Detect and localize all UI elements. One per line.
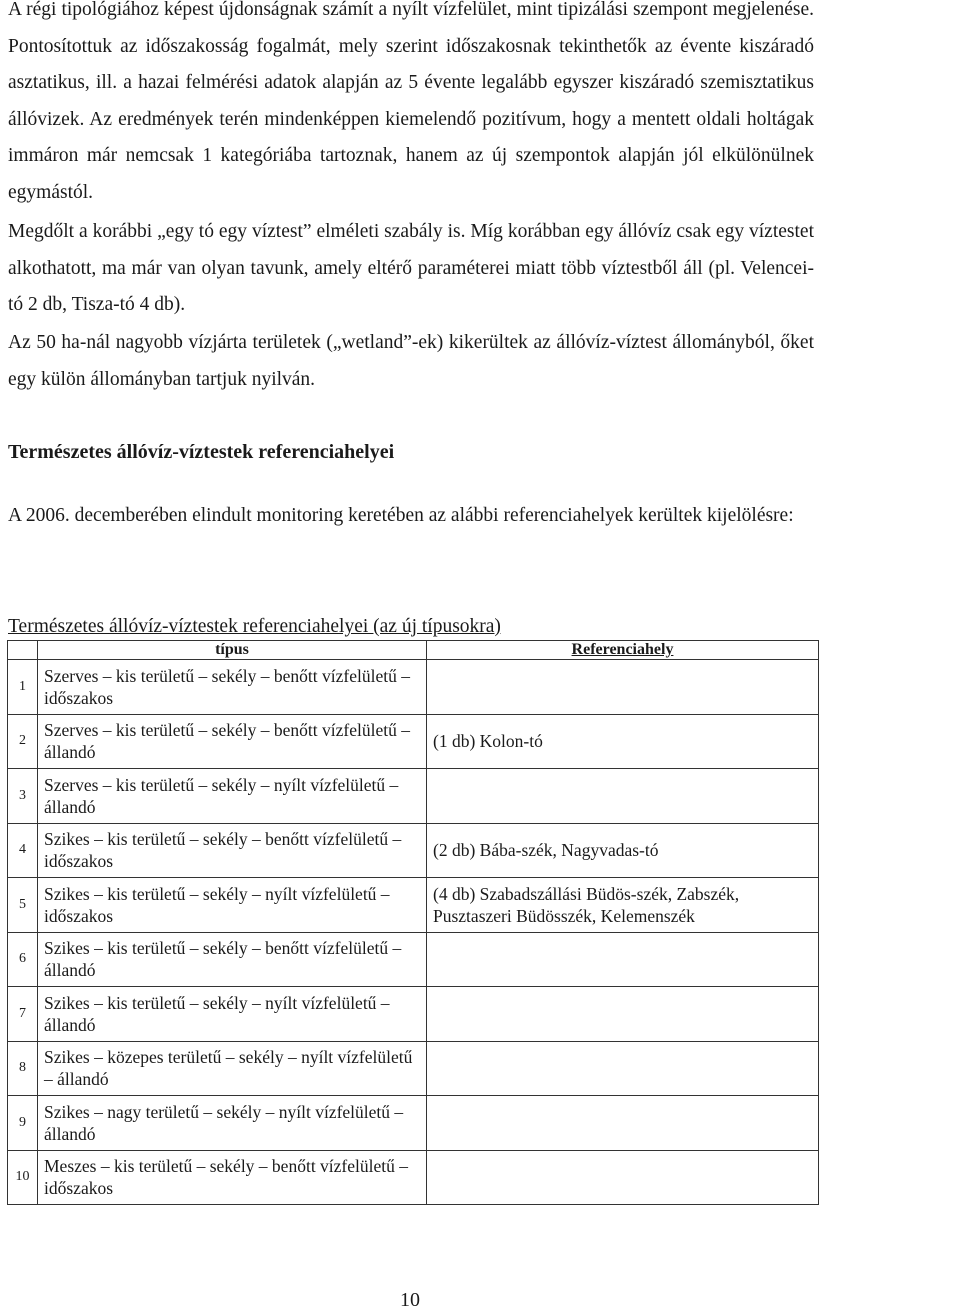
row-type: Szikes – nagy területű – sekély – nyílt vízfelületű – állandó bbox=[38, 1096, 427, 1151]
header-type: típus bbox=[38, 641, 427, 660]
reference-sites-table bbox=[7, 640, 819, 1205]
row-type: Szikes – közepes területű – sekély – nyílt vízfelületű – állandó bbox=[38, 1041, 427, 1096]
row-number: 3 bbox=[8, 769, 38, 824]
table-row bbox=[8, 878, 819, 933]
row-type: Szerves – kis területű – sekély – nyílt vízfelületű – állandó bbox=[38, 769, 427, 824]
table-row bbox=[8, 987, 819, 1042]
table-body bbox=[8, 660, 819, 1205]
row-reference: (2 db) Bába-szék, Nagyvadas-tó bbox=[427, 823, 819, 878]
row-number: 1 bbox=[8, 660, 38, 715]
row-number: 7 bbox=[8, 987, 38, 1042]
table-row bbox=[8, 823, 819, 878]
row-number: 5 bbox=[8, 878, 38, 933]
table-row bbox=[8, 769, 819, 824]
row-number: 8 bbox=[8, 1041, 38, 1096]
row-type: Szikes – kis területű – sekély – benőtt vízfelületű – időszakos bbox=[38, 823, 427, 878]
row-number: 6 bbox=[8, 932, 38, 987]
table-row bbox=[8, 1096, 819, 1151]
row-reference bbox=[427, 660, 819, 715]
row-number: 10 bbox=[8, 1150, 38, 1205]
row-number: 4 bbox=[8, 823, 38, 878]
row-type: Szerves – kis területű – sekély – benőtt vízfelületű – állandó bbox=[38, 714, 427, 769]
row-reference bbox=[427, 1150, 819, 1205]
row-reference bbox=[427, 932, 819, 987]
row-reference: (4 db) Szabadszállási Büdös-szék, Zabszék, Pusztaszeri Büdösszék, Kelemenszék bbox=[427, 878, 819, 933]
row-number: 2 bbox=[8, 714, 38, 769]
paragraph-wetlands: Az 50 ha-nál nagyobb vízjárta területek („wetland”-ek) kikerültek az állóvíz-víztest állományból, őket egy külön állományban tartjuk nyilván. bbox=[8, 332, 814, 390]
row-type: Szikes – kis területű – sekély – nyílt vízfelületű – állandó bbox=[38, 987, 427, 1042]
table-caption: Természetes állóvíz-víztestek referenciahelyei (az új típusokra) bbox=[8, 616, 501, 637]
table-header-row bbox=[8, 641, 819, 660]
row-type: Meszes – kis területű – sekély – benőtt vízfelületű – időszakos bbox=[38, 1150, 427, 1205]
row-reference bbox=[427, 769, 819, 824]
row-reference bbox=[427, 1041, 819, 1096]
row-reference bbox=[427, 1096, 819, 1151]
header-num bbox=[8, 641, 38, 660]
table-row bbox=[8, 1150, 819, 1205]
paragraph-typology: A régi tipológiához képest újdonságnak számít a nyílt vízfelület, mint tipizálási szempont megjelenése. Pontosítottuk az időszakosság fogalmát, mely szerint időszakosnak tekinthetők az évente kiszáradó asztatikus, ill. a hazai felmérési adatok alapján az 5 évente legalább egyszer kiszáradó szemisztatikus állóvizek. Az eredmények terén mindenképpen kiemelendő pozitívum, hogy a mentett oldali holtágak immáron már nemcsak 1 kategóriába tartoznak, hanem az új szempontok alapján jól elkülönülnek egymástól. bbox=[8, 0, 814, 203]
row-type: Szikes – kis területű – sekély – nyílt vízfelületű – időszakos bbox=[38, 878, 427, 933]
row-type: Szerves – kis területű – sekély – benőtt vízfelületű – időszakos bbox=[38, 660, 427, 715]
table-row bbox=[8, 932, 819, 987]
header-reference: Referenciahely bbox=[427, 641, 819, 660]
row-type: Szikes – kis területű – sekély – benőtt vízfelületű – állandó bbox=[38, 932, 427, 987]
paragraph-intro: A 2006. decemberében elindult monitoring keretében az alábbi referenciahelyek kerültek kijelölésre: bbox=[8, 505, 794, 526]
paragraph-water-body-rule: Megdőlt a korábbi „egy tó egy víztest” elméleti szabály is. Míg korábban egy állóvíz csak egy víztestet alkothatott, ma már van olyan tavunk, amely eltérő paraméterei miatt több víztestből áll (pl. Velencei-tó 2 db, Tisza-tó 4 db). bbox=[8, 221, 814, 315]
table-row bbox=[8, 714, 819, 769]
row-reference bbox=[427, 987, 819, 1042]
row-number: 9 bbox=[8, 1096, 38, 1151]
table-row bbox=[8, 660, 819, 715]
row-reference: (1 db) Kolon-tó bbox=[427, 714, 819, 769]
section-heading: Természetes állóvíz-víztestek referenciahelyei bbox=[8, 441, 395, 463]
page-number: 10 bbox=[400, 1289, 420, 1311]
table-row bbox=[8, 1041, 819, 1096]
